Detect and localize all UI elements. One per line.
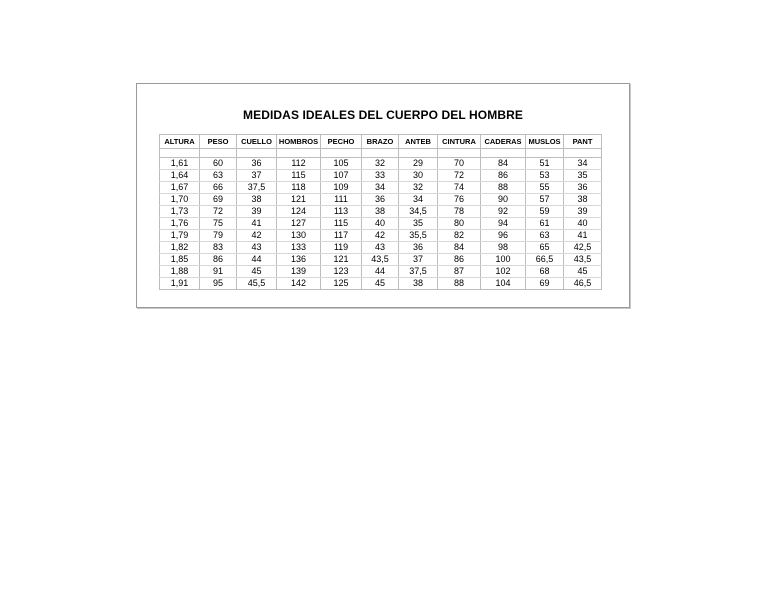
table-cell: 37,5 <box>399 266 438 278</box>
table-cell: 1,82 <box>160 242 200 254</box>
table-cell: 88 <box>438 278 481 290</box>
table-cell: 69 <box>526 278 564 290</box>
table-cell: 38 <box>564 194 602 206</box>
table-cell: 45 <box>564 266 602 278</box>
table-cell: 36 <box>564 182 602 194</box>
table-row <box>160 278 602 290</box>
table-cell: 63 <box>526 230 564 242</box>
table-cell: 107 <box>321 170 362 182</box>
table-cell: 66 <box>200 182 237 194</box>
table-row <box>160 194 602 206</box>
table-cell: 37 <box>237 170 277 182</box>
table-cell: 42 <box>362 230 399 242</box>
table-cell: 45 <box>237 266 277 278</box>
table-cell: 34 <box>362 182 399 194</box>
table-cell: 36 <box>362 194 399 206</box>
table-cell: 29 <box>399 158 438 170</box>
table-row <box>160 158 602 170</box>
table-cell: 34 <box>399 194 438 206</box>
table-cell: 60 <box>200 158 237 170</box>
table-cell: 75 <box>200 218 237 230</box>
table-cell: 38 <box>362 206 399 218</box>
table-cell: 43 <box>237 242 277 254</box>
table-cell: 121 <box>277 194 321 206</box>
measurements-table <box>159 134 602 290</box>
table-cell: 72 <box>438 170 481 182</box>
table-cell: 34,5 <box>399 206 438 218</box>
table-cell: 37 <box>399 254 438 266</box>
table-cell: 36 <box>399 242 438 254</box>
table-cell: 70 <box>438 158 481 170</box>
table-cell: 83 <box>200 242 237 254</box>
table-body <box>160 149 602 290</box>
table-cell: 35 <box>564 170 602 182</box>
table-row <box>160 206 602 218</box>
table-row <box>160 254 602 266</box>
table-cell: 118 <box>277 182 321 194</box>
table-cell: 41 <box>237 218 277 230</box>
column-header: CUELLO <box>237 135 277 149</box>
table-cell: 82 <box>438 230 481 242</box>
table-cell: 112 <box>277 158 321 170</box>
table-cell: 45,5 <box>237 278 277 290</box>
spacer-row <box>160 149 602 158</box>
table-cell: 44 <box>362 266 399 278</box>
table-cell: 87 <box>438 266 481 278</box>
table-cell: 124 <box>277 206 321 218</box>
table-cell: 44 <box>237 254 277 266</box>
table-cell: 51 <box>526 158 564 170</box>
table-cell: 142 <box>277 278 321 290</box>
table-cell: 130 <box>277 230 321 242</box>
column-header: BRAZO <box>362 135 399 149</box>
table-cell: 41 <box>564 230 602 242</box>
table-cell: 91 <box>200 266 237 278</box>
table-cell: 65 <box>526 242 564 254</box>
table-cell: 40 <box>362 218 399 230</box>
table-cell: 109 <box>321 182 362 194</box>
table-cell: 117 <box>321 230 362 242</box>
table-row <box>160 230 602 242</box>
table-cell: 57 <box>526 194 564 206</box>
table-cell: 86 <box>481 170 526 182</box>
table-cell: 79 <box>200 230 237 242</box>
table-cell: 94 <box>481 218 526 230</box>
table-cell: 35 <box>399 218 438 230</box>
table-header-row <box>160 135 602 149</box>
table-cell: 53 <box>526 170 564 182</box>
table-cell: 59 <box>526 206 564 218</box>
table-cell: 1,73 <box>160 206 200 218</box>
table-cell: 119 <box>321 242 362 254</box>
column-header: ANTEB <box>399 135 438 149</box>
column-header: ALTURA <box>160 135 200 149</box>
table-cell: 1,85 <box>160 254 200 266</box>
table-cell: 63 <box>200 170 237 182</box>
table-row <box>160 266 602 278</box>
table-cell: 33 <box>362 170 399 182</box>
table-cell: 100 <box>481 254 526 266</box>
column-header: PANT <box>564 135 602 149</box>
table-row <box>160 218 602 230</box>
table-cell: 1,79 <box>160 230 200 242</box>
table-cell: 76 <box>438 194 481 206</box>
table-cell: 102 <box>481 266 526 278</box>
column-header: MUSLOS <box>526 135 564 149</box>
table-cell: 1,70 <box>160 194 200 206</box>
table-cell: 1,64 <box>160 170 200 182</box>
table-cell: 61 <box>526 218 564 230</box>
column-header: PECHO <box>321 135 362 149</box>
table-cell: 35,5 <box>399 230 438 242</box>
table-row <box>160 242 602 254</box>
table-cell: 46,5 <box>564 278 602 290</box>
table-cell: 105 <box>321 158 362 170</box>
table-cell: 38 <box>237 194 277 206</box>
table-cell: 86 <box>200 254 237 266</box>
table-cell: 32 <box>362 158 399 170</box>
table-cell: 95 <box>200 278 237 290</box>
table-cell: 45 <box>362 278 399 290</box>
table-row <box>160 182 602 194</box>
table-cell: 115 <box>277 170 321 182</box>
table-cell: 68 <box>526 266 564 278</box>
table-cell: 92 <box>481 206 526 218</box>
table-cell: 113 <box>321 206 362 218</box>
table-cell: 84 <box>481 158 526 170</box>
column-header: HOMBROS <box>277 135 321 149</box>
table-cell: 90 <box>481 194 526 206</box>
table-cell: 42 <box>237 230 277 242</box>
table-cell: 80 <box>438 218 481 230</box>
column-header: CADERAS <box>481 135 526 149</box>
table-cell: 42,5 <box>564 242 602 254</box>
table-cell: 127 <box>277 218 321 230</box>
table-cell: 98 <box>481 242 526 254</box>
table-cell: 37,5 <box>237 182 277 194</box>
table-cell: 39 <box>564 206 602 218</box>
table-cell: 86 <box>438 254 481 266</box>
table-cell: 1,67 <box>160 182 200 194</box>
table-cell: 36 <box>237 158 277 170</box>
table-row <box>160 170 602 182</box>
table-cell: 39 <box>237 206 277 218</box>
table-cell: 66,5 <box>526 254 564 266</box>
table-cell: 34 <box>564 158 602 170</box>
page-title: MEDIDAS IDEALES DEL CUERPO DEL HOMBRE <box>243 108 523 122</box>
table-cell: 1,88 <box>160 266 200 278</box>
table-cell: 38 <box>399 278 438 290</box>
table-cell: 121 <box>321 254 362 266</box>
table-cell: 78 <box>438 206 481 218</box>
table-cell: 125 <box>321 278 362 290</box>
measurements-sheet <box>136 83 630 308</box>
table-cell: 84 <box>438 242 481 254</box>
table-cell: 104 <box>481 278 526 290</box>
column-header: PESO <box>200 135 237 149</box>
table-cell: 69 <box>200 194 237 206</box>
table-cell: 43 <box>362 242 399 254</box>
table-cell: 32 <box>399 182 438 194</box>
table-cell: 115 <box>321 218 362 230</box>
table-cell: 30 <box>399 170 438 182</box>
table-cell: 74 <box>438 182 481 194</box>
table-cell: 55 <box>526 182 564 194</box>
table-cell: 1,91 <box>160 278 200 290</box>
table-cell: 1,61 <box>160 158 200 170</box>
table-cell: 43,5 <box>362 254 399 266</box>
table-cell: 72 <box>200 206 237 218</box>
table-cell: 88 <box>481 182 526 194</box>
table-cell: 133 <box>277 242 321 254</box>
table-cell: 96 <box>481 230 526 242</box>
table-cell: 139 <box>277 266 321 278</box>
table-cell: 111 <box>321 194 362 206</box>
column-header: CINTURA <box>438 135 481 149</box>
table-cell: 40 <box>564 218 602 230</box>
table-cell: 1,76 <box>160 218 200 230</box>
table-cell: 123 <box>321 266 362 278</box>
table-cell: 136 <box>277 254 321 266</box>
table-cell: 43,5 <box>564 254 602 266</box>
